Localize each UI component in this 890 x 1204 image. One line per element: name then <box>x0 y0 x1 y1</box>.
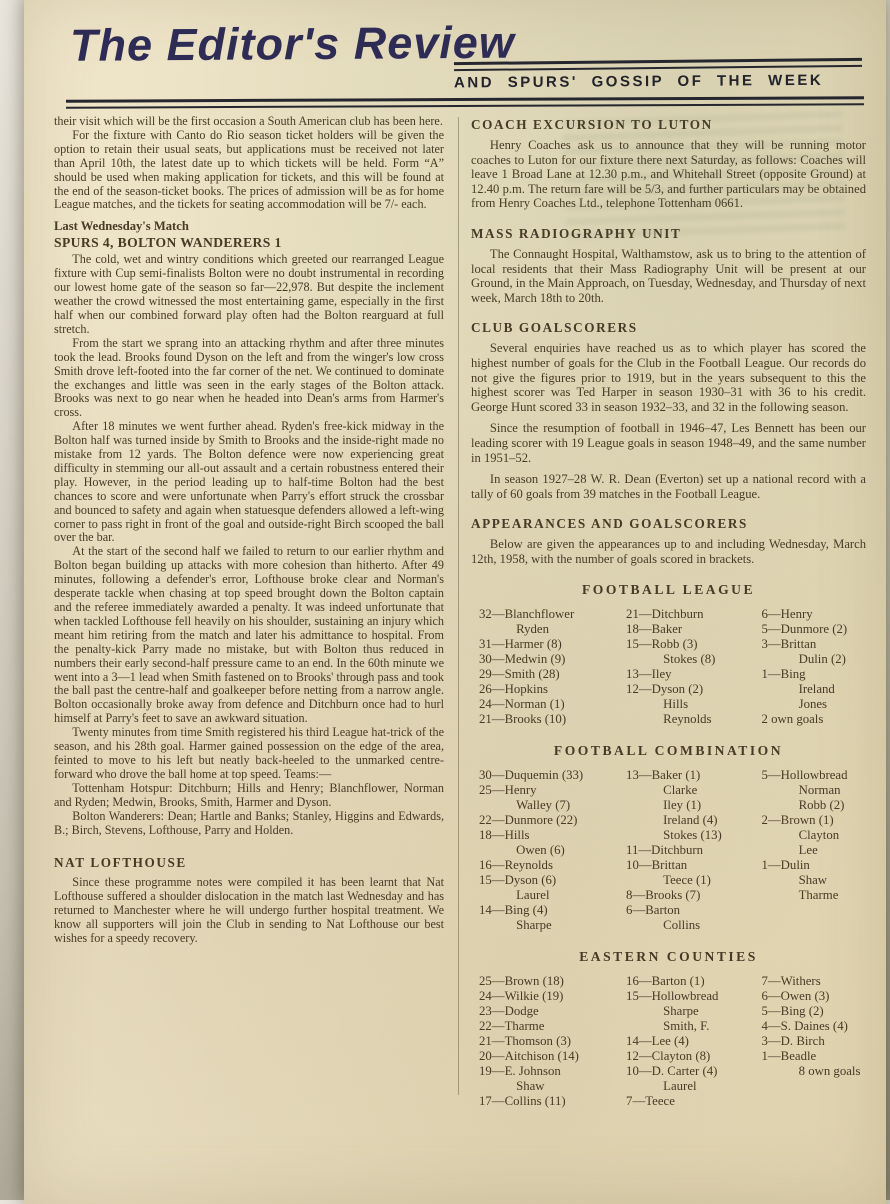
stat-line: 25—Henry <box>479 783 537 798</box>
paragraph: For the fixture with Canto do Rio season ticket holders will be given the option to retain their usual seats, but applications must be received not later than April 10th, the latest date up to which tickets will be held. Form “A” should be used when making application for tickets, and this will be found at the end of the season-ticket books. The prices of admission will be as for home League matches, and the tickets for seating accommodation will be 7/- each. <box>54 127 444 212</box>
stat-line: Iley (1) <box>663 798 702 813</box>
stat-line: 7—Withers <box>761 973 821 988</box>
paragraph: The Connaught Hospital, Walthamstow, ask us to bring to the attention of local residents that their Mass Radiography Unit will be present at our Ground, in the Main Approach, on Tuesday, Wednesday, and Thursday of next week, March 18th to 20th. <box>471 246 866 305</box>
stat-line: Ryden <box>516 622 550 637</box>
stat-line: 22—Tharme <box>479 1018 545 1033</box>
paragraph: In season 1927–28 W. R. Dean (Everton) set up a national record with a tally of 60 goals from 39 matches in the Football League. <box>471 472 866 501</box>
stat-line: Stokes (13) <box>663 828 722 843</box>
stat-line: 5—Hollowbread <box>761 768 848 783</box>
stat-line: 26—Hopkins <box>479 682 548 697</box>
paragraph: Twenty minutes from time Smith registered his third League hat-trick of the season, and his 28th goal. Harmer gained possession on the edge of the area, feinted to move to his left but neatly back-heeled to the unmarked centre-forward who drove the ball home at top speed. Teams:— <box>54 725 444 781</box>
club-goalscorers-paragraphs <box>471 341 866 501</box>
stat-line: 14—Lee (4) <box>626 1033 689 1048</box>
stat-line: 3—D. Birch <box>761 1033 825 1048</box>
stat-line: Dulin (2) <box>798 652 846 667</box>
right-column <box>471 115 868 1109</box>
match-report-paragraphs <box>54 253 444 837</box>
stat-line: Lee <box>798 843 818 858</box>
lofthouse-paragraphs <box>54 876 444 946</box>
stat-line: 11—Ditchburn <box>626 843 704 858</box>
stat-line: 12—Dyson (2) <box>626 682 704 697</box>
stat-line: 17—Collins (11) <box>479 1093 566 1108</box>
stat-line: 29—Smith (28) <box>479 667 560 682</box>
stat-line: 25—Brown (18) <box>479 973 564 988</box>
paragraph: Henry Coaches ask us to announce that they will be running motor coaches to Luton for our fixture there next Saturday, as follows: Coaches will leave 1 Broad Lane at 12.30 p.m., and Whitehall Street (opposite Ground) at 12.40 p.m. The return fare will be 5/3, and further particulars may be obtained from Henry Coaches Ltd., telephone Tottenham 0661. <box>471 138 866 211</box>
eastern-counties-col-3 <box>761 974 865 1109</box>
stat-line: 20—Aitchison (14) <box>479 1048 579 1063</box>
coach-excursion-heading: COACH EXCURSION TO LUTON <box>471 117 713 132</box>
stat-line: Teece (1) <box>663 873 711 887</box>
paragraph: The cold, wet and wintry conditions which greeted our rearranged League fixture with Cup semi-finalists Bolton were no doubt instrumental in recording our lowest home gate of the season so far—22,978. But despite the inclement weather the crowd witnessed the most entertaining game, especially in the first half when our combined forward play often had the Bolton rearguard at full stretch. <box>54 252 444 336</box>
stat-line: Stokes (8) <box>663 652 716 667</box>
match-label: Last Wednesday's Match <box>54 219 189 234</box>
paragraph: Bolton Wanderers: Dean; Hartle and Banks; Stanley, Higgins and Edwards, B.; Birch, Stevens, Lofthouse, Parry and Holden. <box>54 808 444 837</box>
football-league-col-2 <box>626 607 761 727</box>
stat-line: 32—Blanchflower <box>479 607 575 622</box>
stat-line: Clarke <box>663 783 698 798</box>
stat-line: 18—Hills <box>479 828 530 843</box>
appearances-paragraphs <box>471 537 866 566</box>
double-rule-top <box>454 58 862 71</box>
stat-line: 16—Barton (1) <box>626 973 705 988</box>
stat-line: Ireland (4) <box>663 813 718 828</box>
paragraph: After 18 minutes we went further ahead. Ryden's free-kick midway in the Bolton half was turned inside by Smith to Brooks and the inside-right made no mistake from 12 yards. The Bolton defence were now experiencing great difficulty in stemming our all-out assault and a certain robustness entered their play. However, in the period leading up to half-time Bolton had the best chances to score and were unfortunate when Parry's effort struck the crossbar and bounced to safety and again when statuesque defenders allowed a left-wing corner to pass right in front of the goal and outside-right Birch scooped the ball over the bar. <box>54 419 444 545</box>
stat-line: Reynolds <box>663 712 712 727</box>
stat-line: Ireland <box>798 682 835 697</box>
stat-line: 21—Ditchburn <box>626 607 704 622</box>
stat-line: 8—Brooks (7) <box>626 887 701 902</box>
left-column <box>54 115 444 1109</box>
stat-line: 12—Clayton (8) <box>626 1048 711 1063</box>
stat-line: 15—Hollowbread <box>626 988 719 1003</box>
club-goalscorers-heading: CLUB GOALSCORERS <box>471 320 638 336</box>
lofthouse-heading: NAT LOFTHOUSE <box>54 855 187 871</box>
stat-line: 7—Teece <box>626 1093 675 1108</box>
stat-line: 1—Bing <box>761 667 806 682</box>
stat-line: Shaw <box>516 1078 545 1093</box>
stat-line: 19—E. Johnson <box>479 1063 561 1078</box>
stat-line: 5—Dunmore (2) <box>761 622 848 637</box>
stat-line: Sharpe <box>516 917 552 932</box>
stat-line: Collins <box>663 917 701 932</box>
stat-line: Sharpe <box>663 1003 699 1018</box>
paragraph: Since the resumption of football in 1946–47, Les Bennett has been our leading scorer with 19 League goals in season 1948–49, and the same number in 1951–52. <box>471 421 866 465</box>
column-divider-rule <box>458 117 459 1095</box>
paragraph: Below are given the appearances up to and including Wednesday, March 12th, 1958, with the number of goals scored in brackets. <box>471 537 866 566</box>
stat-line: 18—Baker <box>626 622 683 637</box>
paragraph: From the start we sprang into an attacking rhythm and after three minutes took the lead. Brooks found Dyson on the left and from the winger's low cross Smith drove left-footed into the far corner of the net. We continued to dominate the exchanges and little was seen in the early stages of the Bolton attack. Brooks was next to go near when he headed into Dean's arms from Harmer's cross. <box>54 335 444 420</box>
stat-line: Jones <box>798 697 828 712</box>
appearances-heading: APPEARANCES AND GOALSCORERS <box>471 516 748 532</box>
stat-line: 4—S. Daines (4) <box>761 1018 848 1033</box>
page-subtitle: AND SPURS' GOSSIP OF THE WEEK <box>453 71 824 92</box>
eastern-counties-col-1 <box>479 974 626 1109</box>
football-combination-table <box>471 768 866 933</box>
double-rule-bottom <box>66 96 864 108</box>
stat-line: 6—Owen (3) <box>761 988 830 1003</box>
stat-line: 1—Beadle <box>761 1048 817 1063</box>
stat-line: Norman <box>798 783 841 798</box>
stat-line: 13—Baker (1) <box>626 768 701 783</box>
stat-line: 24—Norman (1) <box>479 697 565 712</box>
stat-line: 6—Barton <box>626 902 681 917</box>
radiography-paragraphs <box>471 247 866 305</box>
football-combination-col-2 <box>626 768 761 933</box>
stat-line: 6—Henry <box>761 607 813 622</box>
football-combination-heading: FOOTBALL COMBINATION <box>553 743 784 759</box>
stat-line: 30—Duquemin (33) <box>479 768 584 783</box>
page-title: The Editor's Review <box>69 16 515 71</box>
stat-line: 31—Harmer (8) <box>479 637 562 652</box>
stat-line: 8 own goals <box>798 1063 861 1078</box>
stat-line: 21—Brooks (10) <box>479 712 567 727</box>
football-league-col-3 <box>761 607 865 727</box>
stat-line: 13—Iley <box>626 667 672 682</box>
paragraph: At the start of the second half we failed to return to our earlier rhythm and Bolton began building up attacks with more cohesion than hitherto. After 49 minutes, following a defender's error, Lofthouse broke clear and Norman's desperate tackle when chasing at top speed brought down the Bolton captain and the referee immediately awarded a penalty. It was indeed unfortunate that when tackled Lofthouse fell heavily on his shoulder, sustaining an injury which meant him retiring from the match and later his admittance to hospital. From the penalty-kick Parry made no mistake, but with Bolton thus reduced in numbers their early second-half pressure came to an end. In the 60th minute we went into a 3—1 lead when Smith fastened on to Brooks' through pass and took the ball past the centre-half and goalkeeper before netting from a narrow angle. Bolton occasionally broke away from defence and Ditchburn once had to hurl himself at Parry's feet to save an awkward situation. <box>54 544 444 726</box>
eastern-counties-heading: EASTERN COUNTIES <box>579 948 758 964</box>
stat-line: 15—Robb (3) <box>626 637 698 652</box>
stat-line: Laurel <box>516 887 550 902</box>
stat-line: Tharme <box>798 887 839 902</box>
stat-line: Owen (6) <box>516 843 565 858</box>
eastern-counties-col-2 <box>626 974 761 1109</box>
header-subtitle-block <box>454 60 862 90</box>
stat-line: 16—Reynolds <box>479 858 553 873</box>
stat-line: 10—D. Carter (4) <box>626 1063 718 1078</box>
match-heading: SPURS 4, BOLTON WANDERERS 1 <box>54 235 282 251</box>
stat-line: Clayton <box>798 828 840 843</box>
paragraph: their visit which will be the first occasion a South American club has been here. <box>54 114 443 128</box>
stat-line: 1—Dulin <box>761 858 810 873</box>
eastern-counties-table <box>471 974 866 1109</box>
football-combination-col-3 <box>761 768 865 933</box>
radiography-heading: MASS RADIOGRAPHY UNIT <box>471 225 682 241</box>
football-league-heading: FOOTBALL LEAGUE <box>581 582 756 598</box>
stat-line: 10—Brittan <box>626 858 688 873</box>
programme-page <box>24 0 886 1204</box>
stat-line: Robb (2) <box>798 798 845 813</box>
stat-line: 2 own goals <box>761 712 824 727</box>
stat-line: Laurel <box>663 1078 697 1093</box>
paragraph: Tottenham Hotspur: Ditchburn; Hills and Henry; Blanchflower, Norman and Ryden; Medwin, Brooks, Smith, Harmer and Dyson. <box>54 780 444 809</box>
stat-line: 21—Thomson (3) <box>479 1033 572 1048</box>
stat-line: 14—Bing (4) <box>479 902 548 917</box>
stat-line: Hills <box>663 697 689 712</box>
stat-line: 23—Dodge <box>479 1003 539 1018</box>
intro-paragraphs <box>54 115 444 212</box>
stat-line: Shaw <box>798 873 828 887</box>
paragraph: Several enquiries have reached us as to which player has scored the highest number of goals for the Club in the Football League. Our records do not give the figures prior to 1919, but in the years subsequent to this the highest scorer was Ted Harper in season 1930–31 with 36 to his credit. George Hunt scored 33 in season 1932–33, and 32 in the following season. <box>471 341 866 414</box>
football-combination-col-1 <box>479 768 626 933</box>
stat-line: 15—Dyson (6) <box>479 873 557 887</box>
show-through-decoration <box>562 109 846 239</box>
stat-line: Walley (7) <box>516 798 571 813</box>
stat-line: 5—Bing (2) <box>761 1003 824 1018</box>
stat-line: 30—Medwin (9) <box>479 652 566 667</box>
stat-line: 24—Wilkie (19) <box>479 988 564 1003</box>
page-header <box>69 16 862 96</box>
football-league-col-1 <box>479 607 626 727</box>
stat-line: 22—Dunmore (22) <box>479 813 578 828</box>
two-column-layout <box>54 115 868 1109</box>
stat-line: Smith, F. <box>663 1018 710 1033</box>
stat-line: 2—Brown (1) <box>761 813 834 828</box>
football-league-table <box>471 607 866 727</box>
stat-line: 3—Brittan <box>761 637 817 652</box>
paragraph: Since these programme notes were compiled it has been learnt that Nat Lofthouse suffered a shoulder dislocation in the match last Wednesday and has returned to Manchester where he will undergo further hospital treatment. We know all supporters will join the Club in sending to Nat Lofthouse our best wishes for a speedy recovery. <box>54 875 444 946</box>
